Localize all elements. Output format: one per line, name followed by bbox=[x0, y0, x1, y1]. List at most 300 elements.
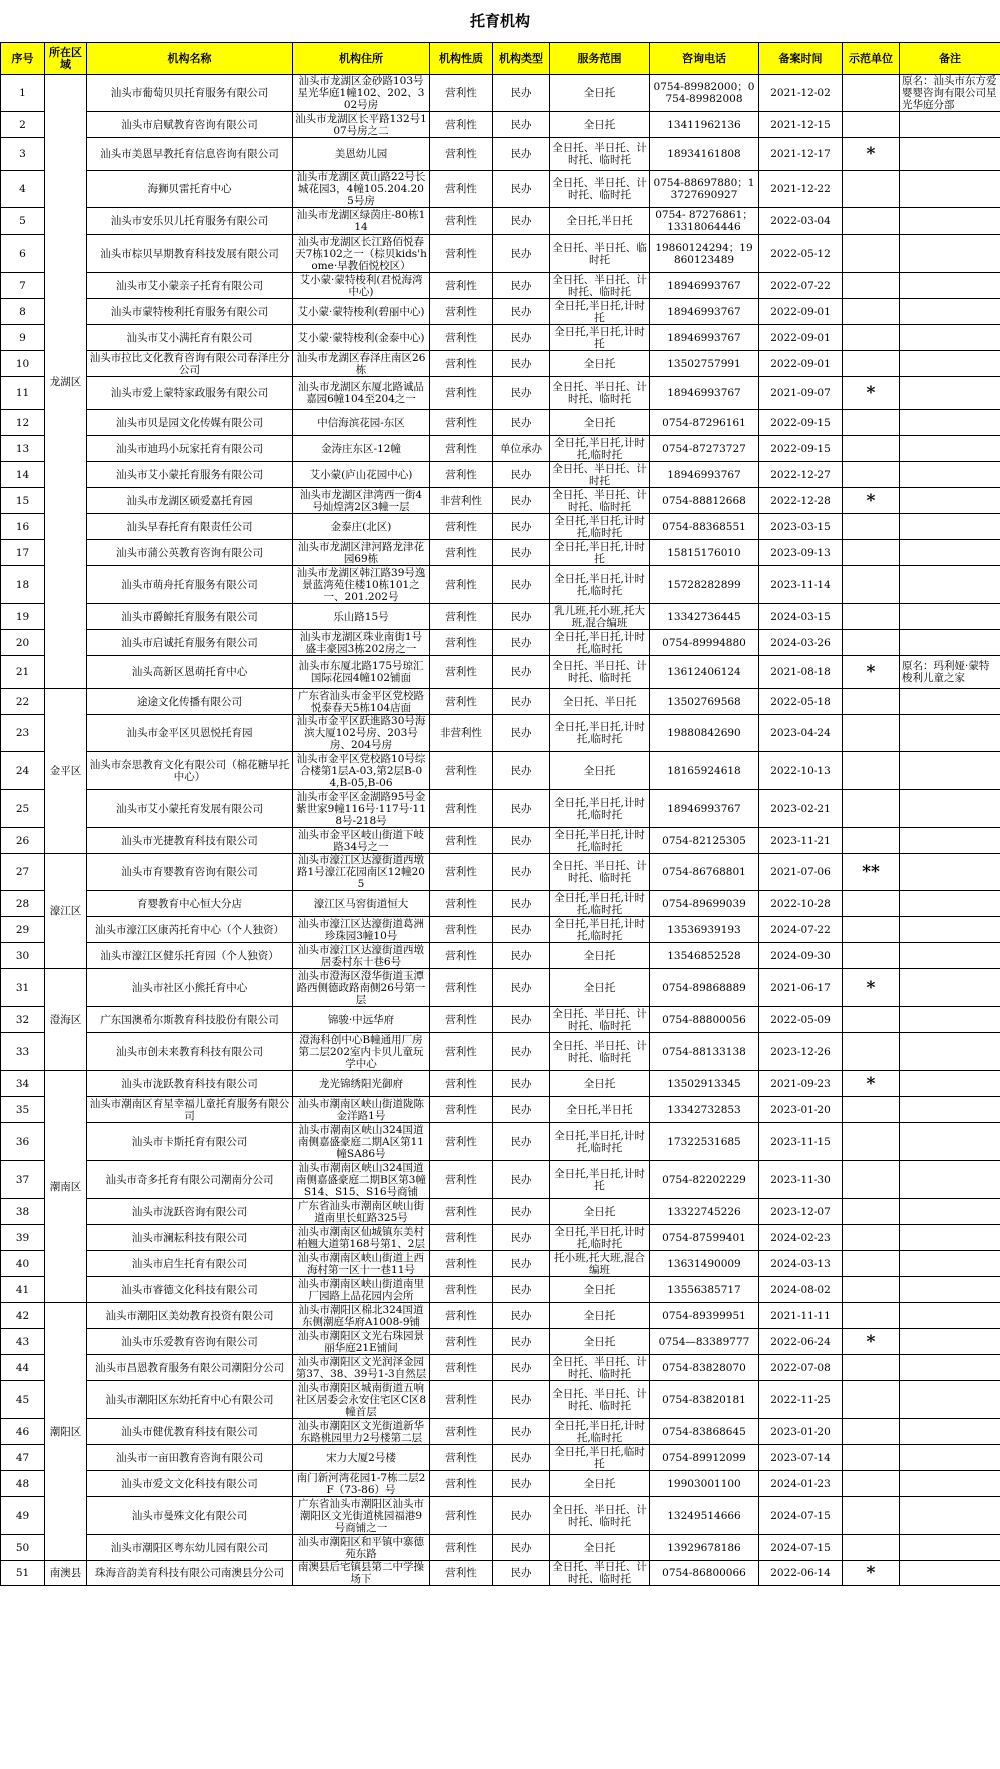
cell-type: 民办 bbox=[493, 325, 550, 351]
cell-phone: 0754-88812668 bbox=[650, 488, 759, 514]
page-title: 托育机构 bbox=[469, 12, 530, 30]
table-row bbox=[1, 1161, 1000, 1199]
cell-demo bbox=[843, 917, 900, 943]
cell-scope: 全日托、半日托、计时托、临时托 bbox=[550, 1497, 650, 1535]
cell-no: 31 bbox=[1, 969, 45, 1007]
cell-name: 汕头市龙湖区硕爱嘉托育园 bbox=[87, 488, 293, 514]
cell-type: 民办 bbox=[493, 1199, 550, 1225]
cell-no: 43 bbox=[1, 1329, 45, 1355]
cell-date: 2024-07-15 bbox=[759, 1497, 843, 1535]
cell-nature: 营利性 bbox=[430, 943, 493, 969]
cell-no: 11 bbox=[1, 377, 45, 410]
cell-no: 8 bbox=[1, 299, 45, 325]
table-row bbox=[1, 436, 1000, 462]
cell-type: 民办 bbox=[493, 377, 550, 410]
cell-nature: 营利性 bbox=[430, 566, 493, 604]
cell-no: 35 bbox=[1, 1097, 45, 1123]
cell-region: 南澳县 bbox=[45, 1561, 87, 1586]
cell-note bbox=[900, 854, 1000, 891]
cell-phone: 0754—83389777 bbox=[650, 1329, 759, 1355]
cell-scope: 全日托,半日托,计时托,临时托 bbox=[550, 514, 650, 540]
cell-nature: 非营利性 bbox=[430, 715, 493, 752]
cell-type: 民办 bbox=[493, 1097, 550, 1123]
cell-demo bbox=[843, 1445, 900, 1471]
table-row bbox=[1, 138, 1000, 171]
cell-name: 汕头市潮阳区东幼托育中心有限公司 bbox=[87, 1381, 293, 1419]
cell-address: 汕头市濠江区达濠街道葛洲珍珠园3幢10号 bbox=[293, 917, 430, 943]
cell-no: 49 bbox=[1, 1497, 45, 1535]
table-row bbox=[1, 790, 1000, 828]
cell-demo bbox=[843, 273, 900, 299]
cell-demo bbox=[843, 715, 900, 752]
cell-note bbox=[900, 689, 1000, 715]
cell-type: 民办 bbox=[493, 1419, 550, 1445]
cell-name: 汕头市潮南区育星幸福儿童托育服务有限公司 bbox=[87, 1097, 293, 1123]
cell-phone: 18946993767 bbox=[650, 377, 759, 410]
cell-scope: 全日托、半日托、计时托 bbox=[550, 462, 650, 488]
cell-phone: 0754-88800056 bbox=[650, 1007, 759, 1033]
cell-address: 汕头市金平区党校路10号综合楼第1层A-03,第2层B-04,B-05,B-06 bbox=[293, 752, 430, 790]
cell-demo bbox=[843, 1535, 900, 1561]
cell-no: 16 bbox=[1, 514, 45, 540]
cell-nature: 营利性 bbox=[430, 854, 493, 891]
cell-phone: 19903001100 bbox=[650, 1471, 759, 1497]
cell-scope: 全日托、半日托、计时托、临时托 bbox=[550, 1355, 650, 1381]
cell-note bbox=[900, 235, 1000, 273]
cell-date: 2024-08-02 bbox=[759, 1277, 843, 1303]
cell-name: 广东国澳希尔斯教育科技股份有限公司 bbox=[87, 1007, 293, 1033]
cell-type: 民办 bbox=[493, 410, 550, 436]
cell-demo bbox=[843, 1471, 900, 1497]
cell-type: 民办 bbox=[493, 273, 550, 299]
cell-type: 民办 bbox=[493, 566, 550, 604]
cell-scope: 全日托,半日托,计时托,临时托 bbox=[550, 630, 650, 656]
cell-date: 2022-09-01 bbox=[759, 351, 843, 377]
cell-type: 民办 bbox=[493, 540, 550, 566]
cell-demo bbox=[843, 1303, 900, 1329]
cell-scope: 全日托、半日托、临时托 bbox=[550, 235, 650, 273]
cell-address: 艾小蒙·蒙特梭利(碧丽中心) bbox=[293, 299, 430, 325]
cell-name: 汕头市金平区贝恩悦托育园 bbox=[87, 715, 293, 752]
cell-phone: 19860124294；19860123489 bbox=[650, 235, 759, 273]
cell-name: 汕头市艾小满托育有限公司 bbox=[87, 325, 293, 351]
cell-phone: 0754-86768801 bbox=[650, 854, 759, 891]
cell-date: 2022-12-28 bbox=[759, 488, 843, 514]
cell-scope: 乳儿班,托小班,托大班,混合编班 bbox=[550, 604, 650, 630]
cell-no: 27 bbox=[1, 854, 45, 891]
cell-nature: 营利性 bbox=[430, 1535, 493, 1561]
table-row bbox=[1, 1123, 1000, 1161]
cell-note bbox=[900, 1497, 1000, 1535]
cell-type: 民办 bbox=[493, 1445, 550, 1471]
cell-phone: 18946993767 bbox=[650, 325, 759, 351]
cell-nature: 营利性 bbox=[430, 1355, 493, 1381]
table-row bbox=[1, 969, 1000, 1007]
cell-address: 汕头市龙湖区珠业南街1号盛丰豪园3栋202房之一 bbox=[293, 630, 430, 656]
cell-type: 民办 bbox=[493, 1033, 550, 1071]
cell-no: 48 bbox=[1, 1471, 45, 1497]
cell-type: 民办 bbox=[493, 208, 550, 235]
col-header-type: 机构类型 bbox=[493, 43, 550, 75]
cell-note bbox=[900, 1381, 1000, 1419]
cell-nature: 营利性 bbox=[430, 1561, 493, 1586]
cell-scope: 全日托 bbox=[550, 969, 650, 1007]
cell-date: 2023-11-15 bbox=[759, 1123, 843, 1161]
cell-nature: 营利性 bbox=[430, 171, 493, 208]
cell-demo bbox=[843, 1161, 900, 1199]
cell-address: 汕头市龙湖区津湾西一街4号灿煌湾2区3幢一层 bbox=[293, 488, 430, 514]
cell-address: 宋力大厦2号楼 bbox=[293, 1445, 430, 1471]
cell-name: 汕头高新区恩萌托育中心 bbox=[87, 656, 293, 689]
cell-date: 2022-10-28 bbox=[759, 891, 843, 917]
cell-address: 龙光锦绣阳光御府 bbox=[293, 1071, 430, 1097]
cell-note bbox=[900, 917, 1000, 943]
cell-nature: 营利性 bbox=[430, 462, 493, 488]
cell-address: 汕头市龙湖区长平路132号107号房之二 bbox=[293, 112, 430, 138]
cell-date: 2023-03-15 bbox=[759, 514, 843, 540]
cell-date: 2022-05-12 bbox=[759, 235, 843, 273]
cell-phone: 15728282899 bbox=[650, 566, 759, 604]
cell-demo bbox=[843, 1381, 900, 1419]
cell-name: 汕头市艾小蒙托育服务有限公司 bbox=[87, 462, 293, 488]
cell-scope: 全日托、半日托、计时托、临时托 bbox=[550, 656, 650, 689]
cell-date: 2023-12-26 bbox=[759, 1033, 843, 1071]
cell-type: 民办 bbox=[493, 689, 550, 715]
col-header-nature: 机构性质 bbox=[430, 43, 493, 75]
cell-phone: 13502757991 bbox=[650, 351, 759, 377]
cell-nature: 营利性 bbox=[430, 1497, 493, 1535]
cell-nature: 营利性 bbox=[430, 1303, 493, 1329]
cell-type: 民办 bbox=[493, 514, 550, 540]
cell-note bbox=[900, 112, 1000, 138]
cell-scope: 全日托,半日托 bbox=[550, 208, 650, 235]
cell-phone: 18934161808 bbox=[650, 138, 759, 171]
cell-note bbox=[900, 1251, 1000, 1277]
cell-type: 民办 bbox=[493, 235, 550, 273]
cell-no: 47 bbox=[1, 1445, 45, 1471]
table-row bbox=[1, 1225, 1000, 1251]
cell-address: 汕头市潮南区峡山324国道南侧嘉盛豪庭二期A区第11幢SA86号 bbox=[293, 1123, 430, 1161]
cell-no: 26 bbox=[1, 828, 45, 854]
cell-no: 41 bbox=[1, 1277, 45, 1303]
cell-nature: 营利性 bbox=[430, 299, 493, 325]
cell-date: 2022-09-15 bbox=[759, 410, 843, 436]
cell-scope: 全日托 bbox=[550, 1303, 650, 1329]
table-row bbox=[1, 689, 1000, 715]
cell-name: 汕头市一亩田教育咨询有限公司 bbox=[87, 1445, 293, 1471]
cell-phone: 13631490009 bbox=[650, 1251, 759, 1277]
cell-name: 汕头市濠江区康芮托育中心（个人独资） bbox=[87, 917, 293, 943]
table-row bbox=[1, 299, 1000, 325]
cell-note bbox=[900, 462, 1000, 488]
cell-type: 民办 bbox=[493, 1355, 550, 1381]
cell-no: 7 bbox=[1, 273, 45, 299]
cell-nature: 营利性 bbox=[430, 1033, 493, 1071]
table-row bbox=[1, 1419, 1000, 1445]
col-header-note: 备注 bbox=[900, 43, 1000, 75]
cell-nature: 营利性 bbox=[430, 1097, 493, 1123]
cell-date: 2023-02-21 bbox=[759, 790, 843, 828]
cell-type: 民办 bbox=[493, 854, 550, 891]
cell-region: 金平区 bbox=[45, 689, 87, 854]
cell-nature: 营利性 bbox=[430, 273, 493, 299]
cell-demo bbox=[843, 604, 900, 630]
cell-name: 汕头市贝是园文化传媒有限公司 bbox=[87, 410, 293, 436]
cell-scope: 全日托 bbox=[550, 410, 650, 436]
cell-type: 民办 bbox=[493, 488, 550, 514]
cell-date: 2022-09-01 bbox=[759, 299, 843, 325]
cell-name: 汕头市爱文文化科技有限公司 bbox=[87, 1471, 293, 1497]
cell-type: 民办 bbox=[493, 75, 550, 112]
cell-date: 2022-07-22 bbox=[759, 273, 843, 299]
cell-address: 广东省汕头市金平区党校路悦泰春天5栋104店面 bbox=[293, 689, 430, 715]
cell-phone: 19880842690 bbox=[650, 715, 759, 752]
cell-nature: 营利性 bbox=[430, 75, 493, 112]
cell-no: 1 bbox=[1, 75, 45, 112]
cell-no: 18 bbox=[1, 566, 45, 604]
cell-no: 4 bbox=[1, 171, 45, 208]
cell-demo bbox=[843, 436, 900, 462]
cell-address: 乐山路15号 bbox=[293, 604, 430, 630]
cell-address: 金涛庄东区-12幢 bbox=[293, 436, 430, 462]
cell-nature: 营利性 bbox=[430, 1471, 493, 1497]
cell-note bbox=[900, 715, 1000, 752]
cell-phone: 15815176010 bbox=[650, 540, 759, 566]
cell-no: 21 bbox=[1, 656, 45, 689]
cell-type: 民办 bbox=[493, 1303, 550, 1329]
cell-demo bbox=[843, 1251, 900, 1277]
cell-address: 汕头市潮阳区城南街道五响社区居委会永安住宅区C区8幢首层 bbox=[293, 1381, 430, 1419]
table-row bbox=[1, 1251, 1000, 1277]
cell-date: 2024-03-13 bbox=[759, 1251, 843, 1277]
cell-demo bbox=[843, 1355, 900, 1381]
cell-nature: 营利性 bbox=[430, 112, 493, 138]
cell-name: 汕头市迪玛小玩家托育有限公司 bbox=[87, 436, 293, 462]
cell-name: 汕头市社区小熊托育中心 bbox=[87, 969, 293, 1007]
cell-name: 汕头市曼殊文化有限公司 bbox=[87, 1497, 293, 1535]
cell-date: 2022-05-18 bbox=[759, 689, 843, 715]
cell-no: 23 bbox=[1, 715, 45, 752]
cell-demo bbox=[843, 540, 900, 566]
cell-type: 民办 bbox=[493, 1277, 550, 1303]
table-row bbox=[1, 1277, 1000, 1303]
cell-type: 民办 bbox=[493, 1329, 550, 1355]
cell-note bbox=[900, 273, 1000, 299]
cell-date: 2022-03-04 bbox=[759, 208, 843, 235]
cell-note bbox=[900, 410, 1000, 436]
table-row bbox=[1, 462, 1000, 488]
cell-note bbox=[900, 891, 1000, 917]
cell-note bbox=[900, 436, 1000, 462]
cell-type: 民办 bbox=[493, 1251, 550, 1277]
cell-demo bbox=[843, 1123, 900, 1161]
cell-scope: 全日托,半日托,计时托,临时托 bbox=[550, 917, 650, 943]
cell-date: 2022-06-24 bbox=[759, 1329, 843, 1355]
cell-address: 汕头市金平区岐山街道下岐路34号之一 bbox=[293, 828, 430, 854]
cell-nature: 营利性 bbox=[430, 917, 493, 943]
cell-name: 汕头市蒙特梭利托育服务有限公司 bbox=[87, 299, 293, 325]
cell-name: 汕头市艾小蒙亲子托育有限公司 bbox=[87, 273, 293, 299]
cell-scope: 全日托、半日托、计时托、临时托 bbox=[550, 488, 650, 514]
cell-nature: 营利性 bbox=[430, 1071, 493, 1097]
cell-scope: 全日托 bbox=[550, 1071, 650, 1097]
cell-type: 民办 bbox=[493, 1497, 550, 1535]
cell-scope: 全日托,半日托,计时托 bbox=[550, 325, 650, 351]
cell-name: 汕头市乐爱教育咨询有限公司 bbox=[87, 1329, 293, 1355]
cell-scope: 全日托 bbox=[550, 943, 650, 969]
cell-nature: 营利性 bbox=[430, 377, 493, 410]
cell-phone: 0754-89699039 bbox=[650, 891, 759, 917]
cell-address: 汕头市潮阳区文光街道新华东路桃园里力2号楼第二层 bbox=[293, 1419, 430, 1445]
cell-address: 金泰庄(北区) bbox=[293, 514, 430, 540]
cell-date: 2021-12-17 bbox=[759, 138, 843, 171]
table-row bbox=[1, 171, 1000, 208]
cell-note bbox=[900, 1277, 1000, 1303]
cell-no: 15 bbox=[1, 488, 45, 514]
cell-type: 民办 bbox=[493, 1071, 550, 1097]
cell-name: 汕头市濠江区健乐托育园（个人独资） bbox=[87, 943, 293, 969]
cell-note bbox=[900, 171, 1000, 208]
cell-demo bbox=[843, 299, 900, 325]
table-row bbox=[1, 1329, 1000, 1355]
table-row bbox=[1, 351, 1000, 377]
cell-no: 9 bbox=[1, 325, 45, 351]
cell-phone: 0754-82125305 bbox=[650, 828, 759, 854]
cell-scope: 全日托、半日托、计时托、临时托 bbox=[550, 377, 650, 410]
cell-nature: 营利性 bbox=[430, 1277, 493, 1303]
cell-note bbox=[900, 1123, 1000, 1161]
cell-nature: 营利性 bbox=[430, 1161, 493, 1199]
cell-scope: 全日托 bbox=[550, 1329, 650, 1355]
cell-date: 2023-09-13 bbox=[759, 540, 843, 566]
cell-nature: 营利性 bbox=[430, 208, 493, 235]
childcare-table bbox=[0, 42, 1000, 1586]
table-row bbox=[1, 752, 1000, 790]
cell-demo bbox=[843, 828, 900, 854]
cell-name: 汕头市萌舟托育服务有限公司 bbox=[87, 566, 293, 604]
table-row bbox=[1, 604, 1000, 630]
table-row bbox=[1, 1199, 1000, 1225]
cell-demo bbox=[843, 1033, 900, 1071]
cell-scope: 全日托 bbox=[550, 752, 650, 790]
cell-type: 民办 bbox=[493, 752, 550, 790]
cell-name: 汕头市卡斯托育有限公司 bbox=[87, 1123, 293, 1161]
cell-type: 民办 bbox=[493, 715, 550, 752]
cell-nature: 营利性 bbox=[430, 1007, 493, 1033]
cell-name: 汕头市健优教育科技有限公司 bbox=[87, 1419, 293, 1445]
cell-phone: 18946993767 bbox=[650, 790, 759, 828]
cell-scope: 全日托、半日托、计时托、临时托 bbox=[550, 1007, 650, 1033]
table-row bbox=[1, 1007, 1000, 1033]
cell-phone: 13249514666 bbox=[650, 1497, 759, 1535]
cell-demo bbox=[843, 112, 900, 138]
col-header-scope: 服务范围 bbox=[550, 43, 650, 75]
cell-type: 单位承办 bbox=[493, 436, 550, 462]
cell-date: 2024-03-26 bbox=[759, 630, 843, 656]
cell-name: 汕头市爱上蒙特家政服务有限公司 bbox=[87, 377, 293, 410]
cell-no: 36 bbox=[1, 1123, 45, 1161]
cell-scope: 全日托、半日托、计时托、临时托 bbox=[550, 1561, 650, 1586]
cell-note bbox=[900, 1303, 1000, 1329]
cell-note bbox=[900, 540, 1000, 566]
cell-scope: 全日托、半日托、计时托、临时托 bbox=[550, 1381, 650, 1419]
table-row bbox=[1, 75, 1000, 112]
cell-type: 民办 bbox=[493, 891, 550, 917]
cell-scope: 全日托,半日托,计时托 bbox=[550, 540, 650, 566]
cell-scope: 托小班,托大班,混合编班 bbox=[550, 1251, 650, 1277]
cell-phone: 13342736445 bbox=[650, 604, 759, 630]
table-row bbox=[1, 1561, 1000, 1586]
cell-no: 19 bbox=[1, 604, 45, 630]
cell-phone: 0754-86800066 bbox=[650, 1561, 759, 1586]
cell-date: 2021-07-06 bbox=[759, 854, 843, 891]
cell-note bbox=[900, 208, 1000, 235]
cell-scope: 全日托 bbox=[550, 1277, 650, 1303]
cell-no: 37 bbox=[1, 1161, 45, 1199]
cell-address: 汕头市龙湖区春泽庄南区26栋 bbox=[293, 351, 430, 377]
cell-note bbox=[900, 1199, 1000, 1225]
cell-date: 2023-01-20 bbox=[759, 1419, 843, 1445]
cell-address: 汕头市潮南区峡山街道陇陈金洋路1号 bbox=[293, 1097, 430, 1123]
cell-nature: 营利性 bbox=[430, 540, 493, 566]
cell-no: 34 bbox=[1, 1071, 45, 1097]
cell-name: 汕头市奈思教育文化有限公司（棉花糖早托中心） bbox=[87, 752, 293, 790]
cell-date: 2022-06-14 bbox=[759, 1561, 843, 1586]
cell-note bbox=[900, 514, 1000, 540]
cell-name: 汕头市拉比文化教育咨询有限公司春泽庄分公司 bbox=[87, 351, 293, 377]
cell-date: 2024-03-15 bbox=[759, 604, 843, 630]
cell-address: 汕头市龙湖区金砂路103号星光华庭1幢102、202、302号房 bbox=[293, 75, 430, 112]
cell-no: 14 bbox=[1, 462, 45, 488]
cell-no: 50 bbox=[1, 1535, 45, 1561]
cell-phone: 17322531685 bbox=[650, 1123, 759, 1161]
cell-date: 2023-12-07 bbox=[759, 1199, 843, 1225]
cell-phone: 0754-87273727 bbox=[650, 436, 759, 462]
cell-phone: 13556385717 bbox=[650, 1277, 759, 1303]
cell-date: 2022-09-01 bbox=[759, 325, 843, 351]
cell-phone: 0754-89912099 bbox=[650, 1445, 759, 1471]
table-row bbox=[1, 488, 1000, 514]
cell-no: 10 bbox=[1, 351, 45, 377]
table-row bbox=[1, 917, 1000, 943]
col-header-region: 所在区域 bbox=[45, 43, 87, 75]
cell-nature: 营利性 bbox=[430, 351, 493, 377]
table-row bbox=[1, 325, 1000, 351]
cell-type: 民办 bbox=[493, 1123, 550, 1161]
cell-name: 汕头市创未来教育科技有限公司 bbox=[87, 1033, 293, 1071]
cell-no: 24 bbox=[1, 752, 45, 790]
cell-note bbox=[900, 377, 1000, 410]
cell-note bbox=[900, 943, 1000, 969]
table-row bbox=[1, 828, 1000, 854]
cell-no: 30 bbox=[1, 943, 45, 969]
cell-note bbox=[900, 1419, 1000, 1445]
cell-demo bbox=[843, 566, 900, 604]
cell-note bbox=[900, 969, 1000, 1007]
table-row bbox=[1, 377, 1000, 410]
cell-note bbox=[900, 1355, 1000, 1381]
cell-phone: 13929678186 bbox=[650, 1535, 759, 1561]
cell-date: 2021-12-02 bbox=[759, 75, 843, 112]
cell-scope: 全日托 bbox=[550, 351, 650, 377]
cell-note bbox=[900, 351, 1000, 377]
cell-address: 汕头市龙湖区长江路佰悦春天7栋102之一（棕贝kids'home·早教佰悦校区） bbox=[293, 235, 430, 273]
cell-name: 汕头市美恩早教托育信息咨询有限公司 bbox=[87, 138, 293, 171]
table-row bbox=[1, 410, 1000, 436]
cell-type: 民办 bbox=[493, 943, 550, 969]
cell-type: 民办 bbox=[493, 917, 550, 943]
cell-demo bbox=[843, 1007, 900, 1033]
